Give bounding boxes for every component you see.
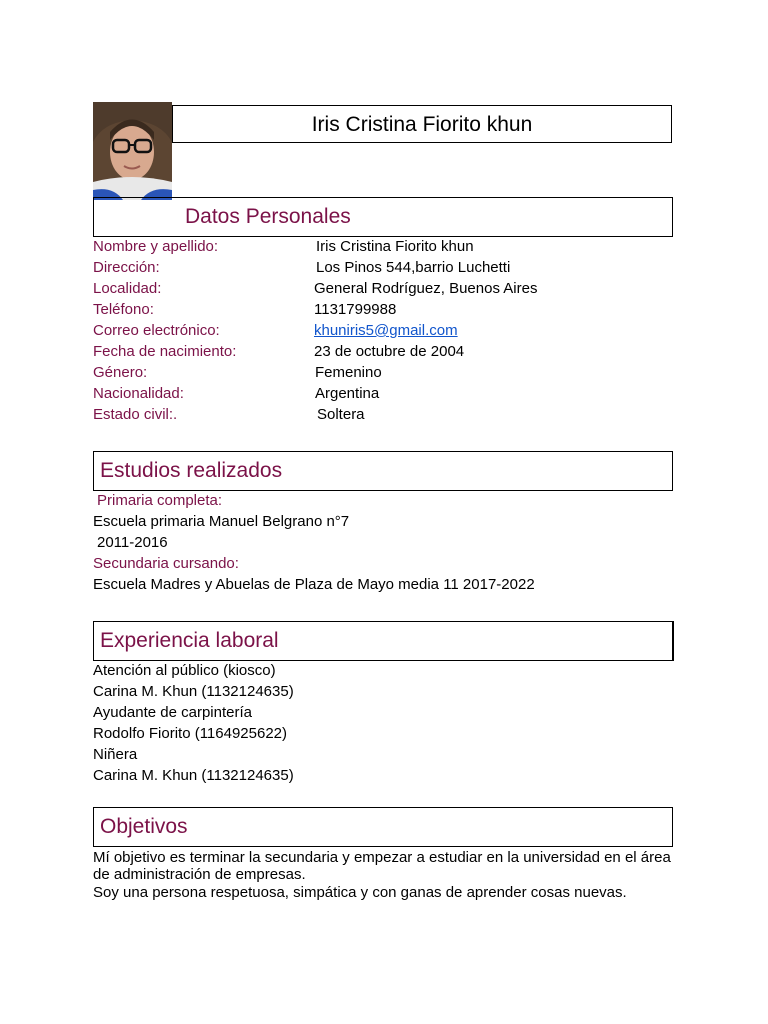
label-name: Nombre y apellido: [93, 238, 219, 255]
experience-line: Atención al público (kiosco) [93, 662, 276, 679]
primary-years: 2011-2016 [97, 534, 168, 551]
value-gender: Femenino [315, 364, 382, 381]
experience-line: Ayudante de carpintería [93, 704, 253, 721]
experience-line: Niñera [93, 746, 138, 763]
objectives-paragraph-1: Mí objetivo es terminar la secundaria y empezar a estudiar en la universidad en el área de administración de empresas. [93, 849, 671, 883]
section-personal-header [93, 197, 673, 237]
value-locality: General Rodríguez, Buenos Aires [314, 280, 538, 297]
value-name: Iris Cristina Fiorito khun [316, 238, 474, 255]
label-nationality: Nacionalidad: [93, 385, 184, 402]
section-personal-title: Datos Personales [185, 205, 351, 228]
primary-school: Escuela primaria Manuel Belgrano n°7 [93, 513, 350, 530]
primary-label: Primaria completa: [97, 492, 223, 509]
value-address: Los Pinos 544,barrio Luchetti [316, 259, 511, 276]
label-email: Correo electrónico: [93, 322, 220, 339]
value-birthdate: 23 de octubre de 2004 [314, 343, 465, 360]
section-studies-title: Estudios realizados [100, 459, 283, 482]
section-experience-header [93, 621, 674, 661]
label-address: Dirección: [93, 259, 160, 276]
experience-line: Rodolfo Fiorito (1164925622) [93, 725, 288, 742]
value-phone: 1131799988 [314, 301, 397, 318]
label-civil-status: Estado civil:. [93, 406, 178, 423]
section-objectives-title: Objetivos [100, 815, 188, 838]
section-experience-title: Experiencia laboral [100, 629, 279, 652]
value-civil-status: Soltera [317, 406, 365, 423]
name-header [172, 105, 672, 143]
section-studies-header [93, 451, 673, 491]
value-nationality: Argentina [315, 385, 380, 402]
secondary-school: Escuela Madres y Abuelas de Plaza de Mayo media 11 2017-2022 [93, 576, 535, 593]
label-locality: Localidad: [93, 280, 162, 297]
secondary-label: Secundaria cursando: [93, 555, 239, 572]
section-objectives-header [93, 807, 673, 847]
email-link[interactable]: khuniris5@gmail.com [314, 322, 458, 339]
label-phone: Teléfono: [93, 301, 154, 318]
objectives-paragraph-2: Soy una persona respetuosa, simpática y con ganas de aprender cosas nuevas. [93, 884, 627, 901]
label-birthdate: Fecha de nacimiento: [93, 343, 237, 360]
full-name: Iris Cristina Fiorito khun [311, 113, 533, 136]
experience-line: Carina M. Khun (1132124635) [93, 767, 294, 784]
experience-line: Carina M. Khun (1132124635) [93, 683, 294, 700]
label-gender: Género: [93, 364, 148, 381]
profile-photo [93, 102, 172, 200]
